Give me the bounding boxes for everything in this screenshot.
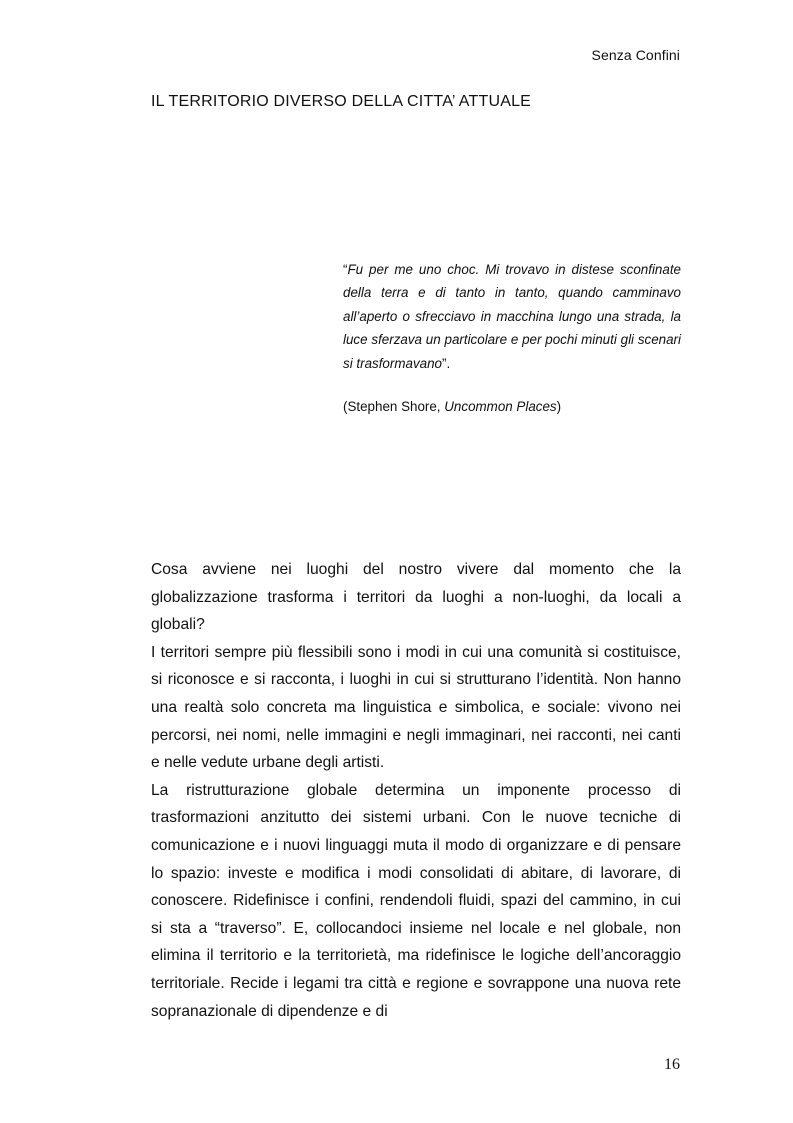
paragraph: La ristrutturazione globale determina un imponente processo di trasformazioni anzitutto dei sistemi urbani. Con le nuove tecniche di comunicazione e i nuovi linguaggi muta il modo di organizzare e di pensare lo spazio: investe e modifica i modi consolidati di abitare, di lavorare, di conoscere. Ridefinisce i confini, rendendoli fluidi, spazi del cammino, in cui si sta a “traverso”. E, collocandoci insieme nel locale e nel globale, non elimina il territorio e la territorietà, ma ridefinisce le logiche dell’ancoraggio territoriale. Recide i legami tra città e regione e sovrappone una nuova rete sopranazionale di dipendenze e di [151,781,681,1020]
body-text [151,556,681,1025]
attribution-close: ) [556,399,562,415]
close-quote-mark: ”. [441,355,451,371]
page-title: IL TERRITORIO DIVERSO DELLA CITTA’ ATTUALE [151,93,532,110]
quote-text: Fu per me uno choc. Mi trovavo in distese sconfinate della terra e di tanto in tanto, quando camminavo all’aperto o sfrecciavo in macchina lungo una strada, la luce sferzava un particolare e per pochi minuti gli scenari si trasformavano [343,262,681,371]
epigraph [343,258,681,418]
paragraph: Cosa avviene nei luoghi del nostro vivere dal momento che la globalizzazione trasforma i territori da luoghi a non-luoghi, da locali a globali? [151,561,681,634]
epigraph-attribution [343,395,681,418]
open-quote-mark: “ [343,262,348,277]
attribution-work: Uncommon Places [444,399,557,415]
page-number: 16 [664,1056,680,1073]
epigraph-quote [343,258,681,375]
running-header: Senza Confini [591,47,680,63]
attribution-author: (Stephen Shore, [343,399,445,415]
paragraph: I territori sempre più flessibili sono i modi in cui una comunità si costituisce, si riconosce e si racconta, i luoghi in cui si strutturano l’identità. Non hanno una realtà solo concreta ma linguistica e simbolica, e sociale: vivono nei percorsi, nei nomi, nelle immagini e negli immaginari, nei racconti, nei canti e nelle vedute urbane degli artisti. [151,643,681,772]
